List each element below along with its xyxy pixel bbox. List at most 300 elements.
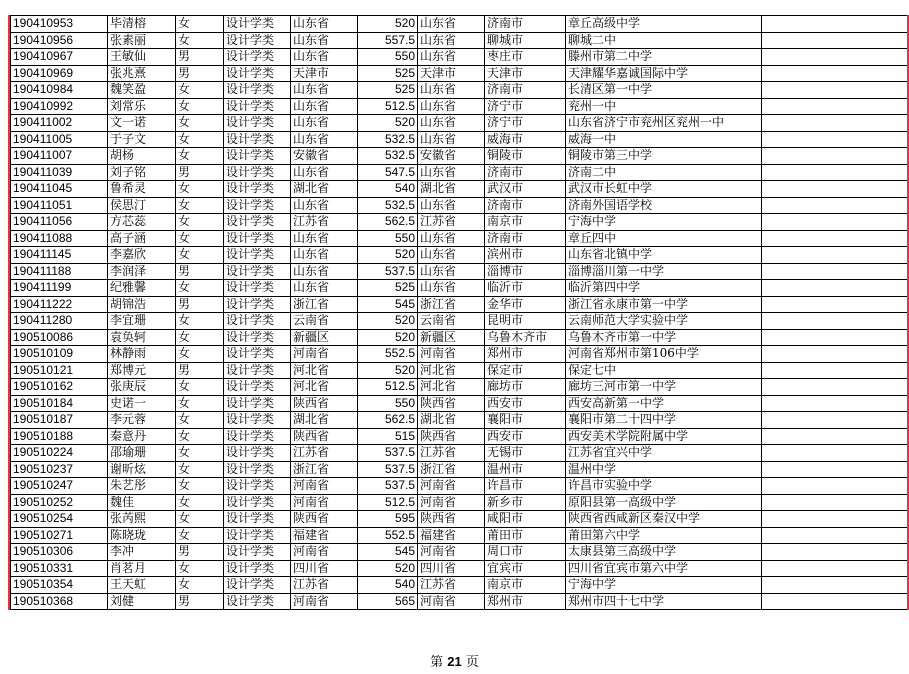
school-cell: 四川省宜宾市第六中学: [566, 560, 762, 577]
major-category-cell: 设计学类: [224, 478, 291, 495]
major-category-cell: 设计学类: [224, 461, 291, 478]
student-id-cell: 190510187: [11, 412, 108, 429]
score-cell: 512.5: [358, 379, 418, 396]
student-id-cell: 190510354: [11, 577, 108, 594]
origin-province-cell: 山东省: [291, 16, 358, 33]
city-cell: 金华市: [485, 296, 566, 313]
name-cell: 张芮熙: [108, 511, 176, 528]
major-category-cell: 设计学类: [224, 379, 291, 396]
name-cell: 邵瑜珊: [108, 445, 176, 462]
score-cell: 545: [358, 544, 418, 561]
table-row: [11, 412, 908, 429]
student-id-cell: 190510188: [11, 428, 108, 445]
school-cell: 浙江省永康市第一中学: [566, 296, 762, 313]
score-cell: 520: [358, 560, 418, 577]
remark-cell: [762, 445, 908, 462]
city-cell: 许昌市: [485, 478, 566, 495]
origin-province-cell: 山东省: [291, 230, 358, 247]
exam-province-cell: 江苏省: [418, 577, 485, 594]
origin-province-cell: 山东省: [291, 98, 358, 115]
score-cell: 515: [358, 428, 418, 445]
table-row: [11, 428, 908, 445]
remark-cell: [762, 16, 908, 33]
score-cell: 557.5: [358, 32, 418, 49]
city-cell: 济南市: [485, 82, 566, 99]
remark-cell: [762, 263, 908, 280]
gender-cell: 女: [176, 247, 224, 264]
school-cell: 河南省郑州市第106中学: [566, 346, 762, 363]
school-cell: 莆田第六中学: [566, 527, 762, 544]
name-cell: 袁奂轲: [108, 329, 176, 346]
score-cell: 512.5: [358, 98, 418, 115]
major-category-cell: 设计学类: [224, 428, 291, 445]
school-cell: 武汉市长虹中学: [566, 181, 762, 198]
table-row: [11, 461, 908, 478]
student-id-cell: 190510254: [11, 511, 108, 528]
city-cell: 聊城市: [485, 32, 566, 49]
name-cell: 文一诺: [108, 115, 176, 132]
major-category-cell: 设计学类: [224, 197, 291, 214]
school-cell: 兖州一中: [566, 98, 762, 115]
major-category-cell: 设计学类: [224, 32, 291, 49]
major-category-cell: 设计学类: [224, 577, 291, 594]
city-cell: 淄博市: [485, 263, 566, 280]
score-cell: 545: [358, 296, 418, 313]
remark-cell: [762, 230, 908, 247]
name-cell: 李冲: [108, 544, 176, 561]
score-cell: 550: [358, 230, 418, 247]
student-id-cell: 190510121: [11, 362, 108, 379]
name-cell: 纪雅馨: [108, 280, 176, 297]
table-row: [11, 296, 908, 313]
name-cell: 侯思汀: [108, 197, 176, 214]
student-id-cell: 190510109: [11, 346, 108, 363]
major-category-cell: 设计学类: [224, 296, 291, 313]
major-category-cell: 设计学类: [224, 593, 291, 610]
table-row: [11, 82, 908, 99]
gender-cell: 男: [176, 544, 224, 561]
exam-province-cell: 湖北省: [418, 181, 485, 198]
gender-cell: 女: [176, 214, 224, 231]
remark-cell: [762, 148, 908, 165]
student-id-cell: 190510086: [11, 329, 108, 346]
origin-province-cell: 陕西省: [291, 511, 358, 528]
exam-province-cell: 山东省: [418, 197, 485, 214]
gender-cell: 男: [176, 49, 224, 66]
exam-province-cell: 新疆区: [418, 329, 485, 346]
major-category-cell: 设计学类: [224, 98, 291, 115]
remark-cell: [762, 131, 908, 148]
city-cell: 南京市: [485, 577, 566, 594]
exam-province-cell: 山东省: [418, 98, 485, 115]
school-cell: 长清区第一中学: [566, 82, 762, 99]
origin-province-cell: 云南省: [291, 313, 358, 330]
table-row: [11, 511, 908, 528]
origin-province-cell: 山东省: [291, 32, 358, 49]
city-cell: 武汉市: [485, 181, 566, 198]
table-row: [11, 577, 908, 594]
major-category-cell: 设计学类: [224, 131, 291, 148]
city-cell: 郑州市: [485, 346, 566, 363]
exam-province-cell: 山东省: [418, 164, 485, 181]
remark-cell: [762, 164, 908, 181]
city-cell: 枣庄市: [485, 49, 566, 66]
city-cell: 襄阳市: [485, 412, 566, 429]
remark-cell: [762, 313, 908, 330]
gender-cell: 女: [176, 98, 224, 115]
gender-cell: 男: [176, 164, 224, 181]
origin-province-cell: 福建省: [291, 527, 358, 544]
exam-province-cell: 江苏省: [418, 214, 485, 231]
gender-cell: 女: [176, 329, 224, 346]
score-cell: 552.5: [358, 346, 418, 363]
score-cell: 547.5: [358, 164, 418, 181]
origin-province-cell: 陕西省: [291, 395, 358, 412]
exam-province-cell: 陕西省: [418, 395, 485, 412]
origin-province-cell: 山东省: [291, 247, 358, 264]
major-category-cell: 设计学类: [224, 263, 291, 280]
major-category-cell: 设计学类: [224, 494, 291, 511]
table-row: [11, 148, 908, 165]
major-category-cell: 设计学类: [224, 412, 291, 429]
remark-cell: [762, 478, 908, 495]
table-row: [11, 49, 908, 66]
name-cell: 张素丽: [108, 32, 176, 49]
student-id-cell: 190510331: [11, 560, 108, 577]
school-cell: 章丘四中: [566, 230, 762, 247]
student-id-cell: 190510271: [11, 527, 108, 544]
origin-province-cell: 江苏省: [291, 445, 358, 462]
origin-province-cell: 山东省: [291, 115, 358, 132]
student-id-cell: 190411222: [11, 296, 108, 313]
major-category-cell: 设计学类: [224, 280, 291, 297]
gender-cell: 女: [176, 494, 224, 511]
name-cell: 朱艺彤: [108, 478, 176, 495]
origin-province-cell: 陕西省: [291, 428, 358, 445]
school-cell: 江苏省宜兴中学: [566, 445, 762, 462]
exam-province-cell: 江苏省: [418, 445, 485, 462]
gender-cell: 女: [176, 16, 224, 33]
origin-province-cell: 浙江省: [291, 461, 358, 478]
remark-cell: [762, 82, 908, 99]
page-prefix: 第: [430, 655, 444, 670]
city-cell: 济南市: [485, 230, 566, 247]
major-category-cell: 设计学类: [224, 49, 291, 66]
major-category-cell: 设计学类: [224, 313, 291, 330]
city-cell: 铜陵市: [485, 148, 566, 165]
student-id-cell: 190510184: [11, 395, 108, 412]
gender-cell: 男: [176, 65, 224, 82]
student-id-cell: 190410984: [11, 82, 108, 99]
student-id-cell: 190411051: [11, 197, 108, 214]
student-id-cell: 190410967: [11, 49, 108, 66]
gender-cell: 女: [176, 412, 224, 429]
school-cell: 陕西省西咸新区秦汉中学: [566, 511, 762, 528]
exam-province-cell: 山东省: [418, 230, 485, 247]
exam-province-cell: 河南省: [418, 593, 485, 610]
school-cell: 济南外国语学校: [566, 197, 762, 214]
table-row: [11, 395, 908, 412]
name-cell: 毕清榕: [108, 16, 176, 33]
major-category-cell: 设计学类: [224, 148, 291, 165]
remark-cell: [762, 577, 908, 594]
gender-cell: 女: [176, 461, 224, 478]
gender-cell: 女: [176, 379, 224, 396]
gender-cell: 女: [176, 181, 224, 198]
name-cell: 郑博元: [108, 362, 176, 379]
table-row: [11, 593, 908, 610]
exam-province-cell: 陕西省: [418, 428, 485, 445]
score-cell: 565: [358, 593, 418, 610]
gender-cell: 男: [176, 263, 224, 280]
origin-province-cell: 天津市: [291, 65, 358, 82]
table-row: [11, 313, 908, 330]
school-cell: 淄博淄川第一中学: [566, 263, 762, 280]
city-cell: 威海市: [485, 131, 566, 148]
score-cell: 540: [358, 181, 418, 198]
remark-cell: [762, 511, 908, 528]
gender-cell: 女: [176, 115, 224, 132]
name-cell: 肖茗月: [108, 560, 176, 577]
gender-cell: 女: [176, 511, 224, 528]
major-category-cell: 设计学类: [224, 362, 291, 379]
remark-cell: [762, 32, 908, 49]
city-cell: 滨州市: [485, 247, 566, 264]
major-category-cell: 设计学类: [224, 445, 291, 462]
school-cell: 山东省北镇中学: [566, 247, 762, 264]
remark-cell: [762, 197, 908, 214]
gender-cell: 女: [176, 445, 224, 462]
table-row: [11, 181, 908, 198]
city-cell: 新乡市: [485, 494, 566, 511]
student-id-cell: 190411199: [11, 280, 108, 297]
exam-province-cell: 湖北省: [418, 412, 485, 429]
remark-cell: [762, 461, 908, 478]
city-cell: 温州市: [485, 461, 566, 478]
remark-cell: [762, 214, 908, 231]
exam-province-cell: 河南省: [418, 478, 485, 495]
student-id-cell: 190510252: [11, 494, 108, 511]
score-cell: 540: [358, 577, 418, 594]
city-cell: 西安市: [485, 395, 566, 412]
city-cell: 济宁市: [485, 98, 566, 115]
school-cell: 保定七中: [566, 362, 762, 379]
major-category-cell: 设计学类: [224, 560, 291, 577]
student-id-cell: 190410992: [11, 98, 108, 115]
student-id-cell: 190411045: [11, 181, 108, 198]
school-cell: 许昌市实验中学: [566, 478, 762, 495]
score-cell: 520: [358, 362, 418, 379]
origin-province-cell: 河南省: [291, 544, 358, 561]
origin-province-cell: 山东省: [291, 82, 358, 99]
name-cell: 陈晓珑: [108, 527, 176, 544]
major-category-cell: 设计学类: [224, 164, 291, 181]
remark-cell: [762, 181, 908, 198]
score-cell: 537.5: [358, 263, 418, 280]
table-row: [11, 98, 908, 115]
city-cell: 莆田市: [485, 527, 566, 544]
remark-cell: [762, 346, 908, 363]
name-cell: 方芯蕊: [108, 214, 176, 231]
school-cell: 滕州市第二中学: [566, 49, 762, 66]
school-cell: 威海一中: [566, 131, 762, 148]
exam-province-cell: 天津市: [418, 65, 485, 82]
student-id-cell: 190411280: [11, 313, 108, 330]
exam-province-cell: 浙江省: [418, 296, 485, 313]
remark-cell: [762, 428, 908, 445]
school-cell: 济南二中: [566, 164, 762, 181]
exam-province-cell: 山东省: [418, 131, 485, 148]
gender-cell: 女: [176, 131, 224, 148]
remark-cell: [762, 49, 908, 66]
gender-cell: 男: [176, 296, 224, 313]
table-row: [11, 544, 908, 561]
score-cell: 525: [358, 65, 418, 82]
name-cell: 李嘉欣: [108, 247, 176, 264]
remark-cell: [762, 280, 908, 297]
name-cell: 魏笑盈: [108, 82, 176, 99]
score-cell: 512.5: [358, 494, 418, 511]
exam-province-cell: 山东省: [418, 16, 485, 33]
exam-province-cell: 河南省: [418, 494, 485, 511]
admission-list-sheet: [10, 15, 907, 610]
remark-cell: [762, 98, 908, 115]
gender-cell: 女: [176, 32, 224, 49]
origin-province-cell: 山东省: [291, 280, 358, 297]
name-cell: 王天虹: [108, 577, 176, 594]
student-id-cell: 190510237: [11, 461, 108, 478]
exam-province-cell: 河南省: [418, 544, 485, 561]
admission-table: [10, 15, 908, 610]
origin-province-cell: 江苏省: [291, 214, 358, 231]
student-id-cell: 190410969: [11, 65, 108, 82]
remark-cell: [762, 593, 908, 610]
major-category-cell: 设计学类: [224, 527, 291, 544]
gender-cell: 男: [176, 593, 224, 610]
origin-province-cell: 山东省: [291, 164, 358, 181]
school-cell: 宁海中学: [566, 214, 762, 231]
table-row: [11, 65, 908, 82]
city-cell: 乌鲁木齐市: [485, 329, 566, 346]
name-cell: 张兆熹: [108, 65, 176, 82]
gender-cell: 女: [176, 230, 224, 247]
name-cell: 谢昕炫: [108, 461, 176, 478]
score-cell: 520: [358, 329, 418, 346]
score-cell: 532.5: [358, 131, 418, 148]
page-suffix: 页: [465, 655, 479, 670]
remark-cell: [762, 494, 908, 511]
school-cell: 临沂第四中学: [566, 280, 762, 297]
student-id-cell: 190411007: [11, 148, 108, 165]
remark-cell: [762, 65, 908, 82]
name-cell: 李宜珊: [108, 313, 176, 330]
table-row: [11, 362, 908, 379]
name-cell: 王敏仙: [108, 49, 176, 66]
city-cell: 昆明市: [485, 313, 566, 330]
school-cell: 铜陵市第三中学: [566, 148, 762, 165]
table-row: [11, 527, 908, 544]
school-cell: 天津耀华嘉诚国际中学: [566, 65, 762, 82]
exam-province-cell: 安徽省: [418, 148, 485, 165]
table-row: [11, 197, 908, 214]
gender-cell: 女: [176, 527, 224, 544]
gender-cell: 女: [176, 560, 224, 577]
remark-cell: [762, 296, 908, 313]
major-category-cell: 设计学类: [224, 247, 291, 264]
major-category-cell: 设计学类: [224, 115, 291, 132]
score-cell: 520: [358, 313, 418, 330]
school-cell: 郑州市四十七中学: [566, 593, 762, 610]
name-cell: 胡锦浩: [108, 296, 176, 313]
remark-cell: [762, 329, 908, 346]
remark-cell: [762, 115, 908, 132]
table-row: [11, 560, 908, 577]
major-category-cell: 设计学类: [224, 544, 291, 561]
student-id-cell: 190411188: [11, 263, 108, 280]
remark-cell: [762, 412, 908, 429]
exam-province-cell: 山东省: [418, 115, 485, 132]
student-id-cell: 190411145: [11, 247, 108, 264]
student-id-cell: 190410953: [11, 16, 108, 33]
gender-cell: 女: [176, 428, 224, 445]
score-cell: 520: [358, 16, 418, 33]
page-footer: [0, 651, 909, 670]
name-cell: 于子文: [108, 131, 176, 148]
student-id-cell: 190510247: [11, 478, 108, 495]
city-cell: 济宁市: [485, 115, 566, 132]
origin-province-cell: 河南省: [291, 593, 358, 610]
gender-cell: 女: [176, 313, 224, 330]
school-cell: 宁海中学: [566, 577, 762, 594]
exam-province-cell: 陕西省: [418, 511, 485, 528]
city-cell: 咸阳市: [485, 511, 566, 528]
city-cell: 济南市: [485, 197, 566, 214]
exam-province-cell: 山东省: [418, 49, 485, 66]
city-cell: 廊坊市: [485, 379, 566, 396]
gender-cell: 女: [176, 197, 224, 214]
exam-province-cell: 山东省: [418, 280, 485, 297]
school-cell: 太康县第三高级中学: [566, 544, 762, 561]
name-cell: 胡杨: [108, 148, 176, 165]
major-category-cell: 设计学类: [224, 329, 291, 346]
origin-province-cell: 湖北省: [291, 412, 358, 429]
city-cell: 无锡市: [485, 445, 566, 462]
origin-province-cell: 四川省: [291, 560, 358, 577]
name-cell: 刘子铭: [108, 164, 176, 181]
city-cell: 南京市: [485, 214, 566, 231]
origin-province-cell: 河南省: [291, 494, 358, 511]
name-cell: 李元蓉: [108, 412, 176, 429]
score-cell: 595: [358, 511, 418, 528]
origin-province-cell: 湖北省: [291, 181, 358, 198]
gender-cell: 女: [176, 148, 224, 165]
exam-province-cell: 山东省: [418, 82, 485, 99]
student-id-cell: 190510224: [11, 445, 108, 462]
score-cell: 562.5: [358, 412, 418, 429]
school-cell: 西安美术学院附属中学: [566, 428, 762, 445]
origin-province-cell: 浙江省: [291, 296, 358, 313]
major-category-cell: 设计学类: [224, 230, 291, 247]
gender-cell: 女: [176, 82, 224, 99]
city-cell: 宜宾市: [485, 560, 566, 577]
table-row: [11, 230, 908, 247]
exam-province-cell: 河北省: [418, 379, 485, 396]
student-id-cell: 190411039: [11, 164, 108, 181]
table-row: [11, 115, 908, 132]
score-cell: 520: [358, 247, 418, 264]
score-cell: 525: [358, 280, 418, 297]
name-cell: 刘健: [108, 593, 176, 610]
